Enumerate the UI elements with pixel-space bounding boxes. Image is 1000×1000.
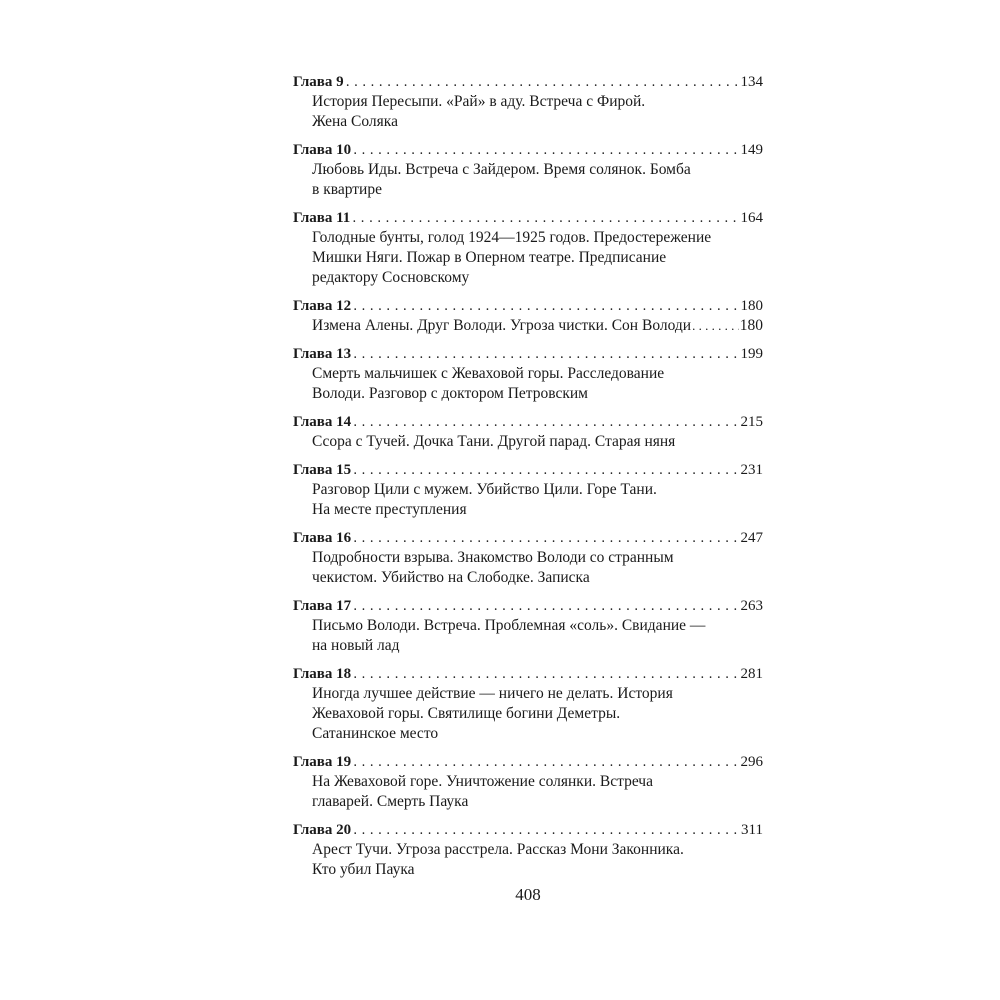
dot-leader [353,821,739,841]
chapter-title: Глава 19 [293,754,352,770]
chapter-page-number: 199 [740,346,763,362]
toc-entry-chapter-9 [293,72,763,132]
toc-entry-chapter-16 [293,528,763,588]
description-line: редактору Сосновскому [312,269,470,286]
chapter-heading-line [293,412,763,432]
dot-leader [353,753,738,773]
chapter-page-number: 247 [740,530,763,546]
description-line: На Жеваховой горе. Уничтожение солянки. Встреча [312,773,653,790]
chapter-title: Глава 9 [293,74,344,90]
toc-entry-chapter-19 [293,752,763,812]
dot-leader [353,297,738,317]
toc-entry-chapter-13 [293,344,763,404]
dot-leader [353,141,738,161]
description-line: Любовь Иды. Встреча с Зайдером. Время солянок. Бомба [312,161,691,178]
description-line: Жеваховой горы. Святилище богини Деметры. [312,705,621,722]
chapter-description [312,548,763,588]
chapter-heading-line [293,752,763,772]
chapter-description [312,364,763,404]
chapter-heading-line [293,296,763,316]
description-text: Измена Алены. Друг Володи. Угроза чистки. Сон Володи [312,317,692,334]
dot-leader [353,413,738,433]
chapter-page-number: 149 [740,142,763,158]
description-line: На месте преступления [312,501,467,518]
dot-leader [692,316,739,336]
toc-entry-chapter-12 [293,296,763,336]
description-line: Разговор Цили с мужем. Убийство Цили. Горе Тани. [312,481,657,498]
chapter-title: Глава 15 [293,462,352,478]
chapter-title: Глава 10 [293,142,352,158]
chapter-page-number: 164 [740,210,763,226]
description-line: Письмо Володи. Встреча. Проблемная «соль». Свидание — [312,617,706,634]
description-line: История Пересыпи. «Рай» в аду. Встреча с Фирой. [312,93,646,110]
description-line: Кто убил Паука [312,861,415,878]
description-line: Сатанинское место [312,725,439,742]
description-line: Голодные бунты, голод 1924—1925 годов. Предостережение [312,229,712,246]
chapter-page-number: 311 [741,822,763,838]
description-line: Ссора с Тучей. Дочка Тани. Другой парад. Старая няня [312,433,676,450]
chapter-description [312,316,763,336]
description-line: в квартире [312,181,382,198]
table-of-contents [293,72,763,888]
chapter-heading-line [293,140,763,160]
chapter-heading-line [293,528,763,548]
chapter-page-number: 215 [740,414,763,430]
description-line: чекистом. Убийство на Слободке. Записка [312,569,590,586]
chapter-title: Глава 13 [293,346,352,362]
toc-entry-chapter-14 [293,412,763,452]
chapter-heading-line [293,72,763,92]
chapter-heading-line [293,460,763,480]
dot-leader [353,529,738,549]
page-number: 408 [515,885,541,904]
dot-leader [353,345,738,365]
dot-leader [352,209,738,229]
chapter-description [312,840,763,880]
description-line: Иногда лучшее действие — ничего не делать. История [312,685,673,702]
chapter-heading-line [293,344,763,364]
chapter-title: Глава 11 [293,210,351,226]
toc-entry-chapter-15 [293,460,763,520]
chapter-description [312,616,763,656]
chapter-description [312,92,763,132]
chapter-description [312,772,763,812]
description-line: Жена Соляка [312,113,398,130]
description-line: Смерть мальчишек с Жеваховой горы. Расследование [312,365,665,382]
toc-entry-chapter-20 [293,820,763,880]
chapter-description [312,684,763,744]
chapter-title: Глава 16 [293,530,352,546]
chapter-title: Глава 17 [293,598,352,614]
chapter-heading-line [293,664,763,684]
chapter-title: Глава 18 [293,666,352,682]
chapter-description [312,228,763,288]
toc-entry-chapter-18 [293,664,763,744]
chapter-title: Глава 20 [293,822,352,838]
description-line: Мишки Няги. Пожар в Оперном театре. Предписание [312,249,667,266]
description-line: на новый лад [312,637,400,654]
chapter-page-number: 134 [740,74,763,90]
chapter-description [312,480,763,520]
description-line: Арест Тучи. Угроза расстрела. Рассказ Мони Законника. [312,841,684,858]
chapter-title: Глава 14 [293,414,352,430]
dot-leader [353,461,738,481]
description-line: главарей. Смерть Паука [312,793,469,810]
section-page-number: 180 [739,317,763,334]
toc-entry-chapter-10 [293,140,763,200]
description-line: Подробности взрыва. Знакомство Володи со странным [312,549,674,566]
toc-entry-chapter-17 [293,596,763,656]
chapter-title: Глава 12 [293,298,352,314]
chapter-heading-line [293,820,763,840]
description-line-with-page [312,316,763,336]
description-line: Володи. Разговор с доктором Петровским [312,385,588,402]
chapter-heading-line [293,596,763,616]
toc-entry-chapter-11 [293,208,763,288]
chapter-description [312,160,763,200]
dot-leader [353,597,738,617]
chapter-page-number: 263 [740,598,763,614]
chapter-heading-line [293,208,763,228]
dot-leader [346,73,739,93]
chapter-page-number: 296 [740,754,763,770]
chapter-description [312,432,763,452]
chapter-page-number: 180 [740,298,763,314]
chapter-page-number: 281 [740,666,763,682]
chapter-page-number: 231 [740,462,763,478]
dot-leader [353,665,738,685]
